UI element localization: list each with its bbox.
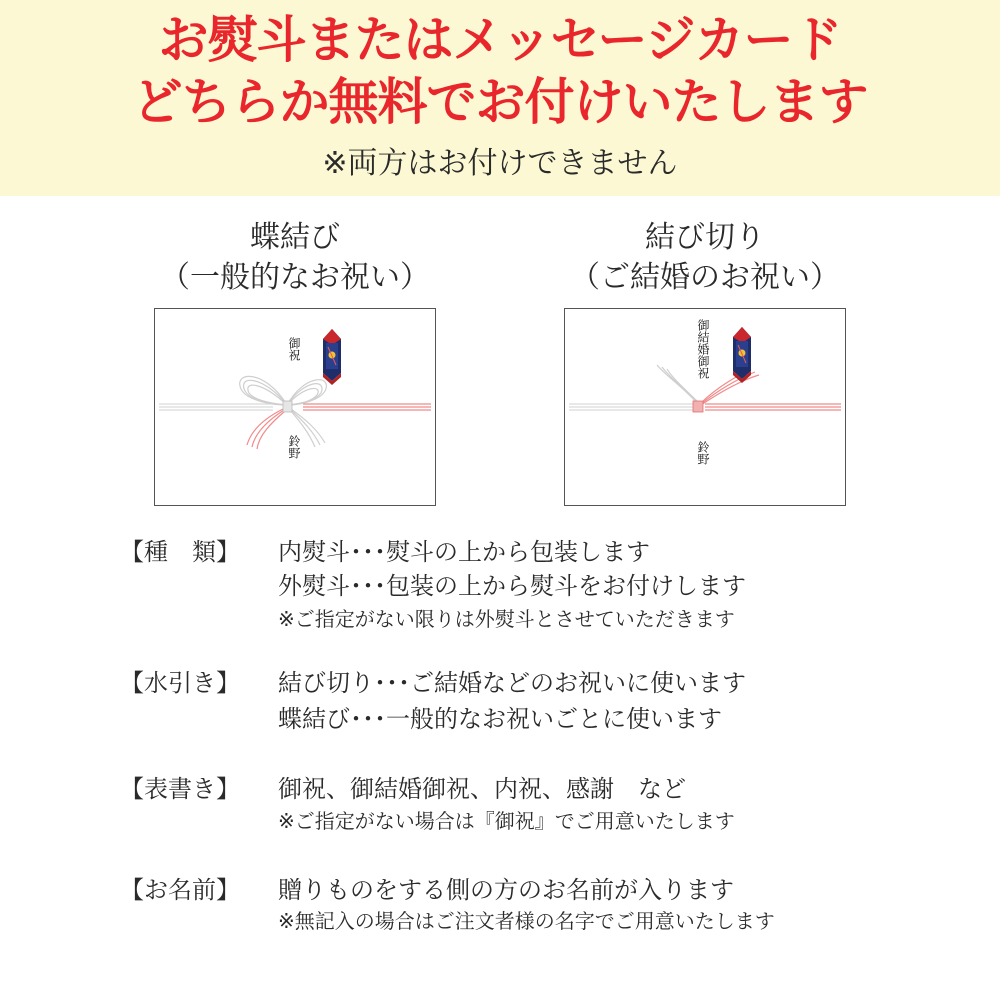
detail-label-omotegaki: 【表書き】 — [120, 775, 240, 803]
noshi-card-bow — [154, 308, 436, 506]
detail-label-type: 【種 類】 — [120, 538, 240, 566]
detail-note: ※ご指定がない場合は『御祝』でご用意いたします — [278, 809, 735, 833]
detail-label-name: 【お名前】 — [120, 876, 240, 904]
omotegaki-text: 御結婚御祝 — [696, 319, 710, 379]
detail-line: 外熨斗･･･包装の上から熨斗をお付けします — [278, 572, 746, 600]
noshi-card-knot — [564, 308, 846, 506]
noshi-bow-subtitle: （一般的なお祝い） — [160, 260, 430, 295]
headline-line-2: どちらか無料でお付けいたします — [132, 73, 868, 131]
detail-line: 結び切り･･･ご結婚などのお祝いに使います — [278, 669, 746, 697]
noshi-bow-title: 蝶結び — [250, 220, 340, 255]
name-text: 鈴野 — [287, 435, 301, 459]
detail-line: 内熨斗･･･熨斗の上から包装します — [278, 538, 650, 566]
detail-label-mizuhiki: 【水引き】 — [120, 669, 240, 697]
noshi-knot-subtitle: （ご結婚のお祝い） — [570, 260, 840, 295]
headline-line-1: お熨斗またはメッセージカード — [158, 11, 842, 69]
detail-note: ※ご指定がない限りは外熨斗とさせていただきます — [278, 607, 735, 631]
detail-line: 御祝、御結婚御祝、内祝、感謝 など — [278, 775, 686, 803]
detail-note: ※無記入の場合はご注文者様の名字でご用意いたします — [278, 909, 775, 933]
noshi-knot-title: 結び切り — [645, 220, 765, 255]
detail-line: 蝶結び･･･一般的なお祝いごとに使います — [278, 705, 722, 733]
header-note: ※両方はお付けできません — [322, 146, 678, 181]
omotegaki-text: 御祝 — [287, 337, 301, 361]
name-text: 鈴野 — [696, 441, 710, 465]
detail-line: 贈りものをする側の方のお名前が入ります — [278, 876, 734, 904]
